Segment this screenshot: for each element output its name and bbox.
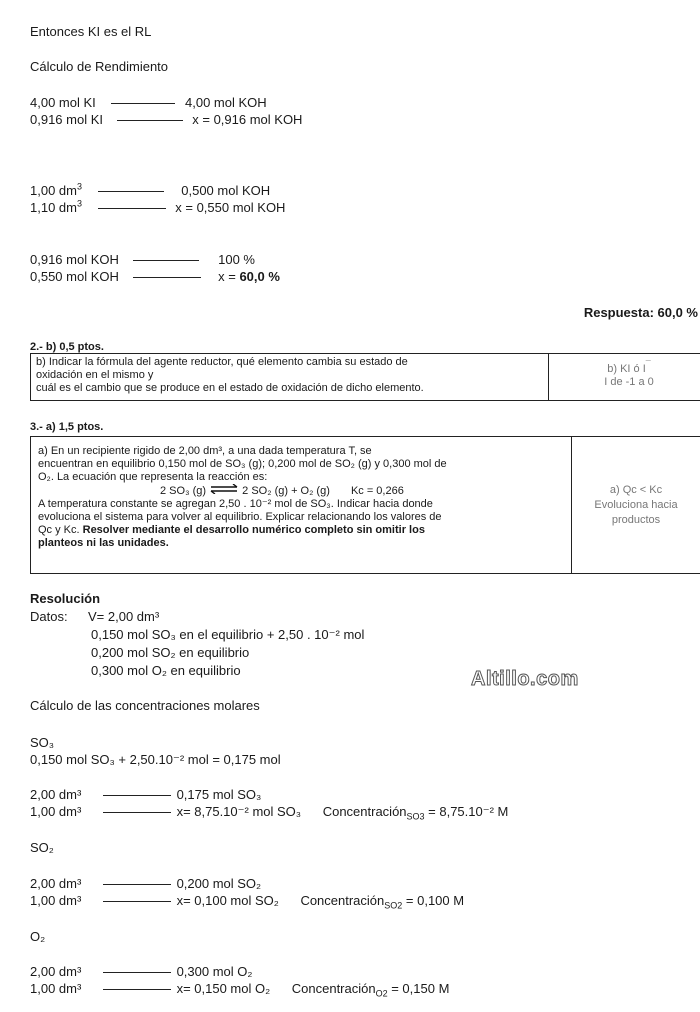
yield-row-2-left: 0,550 mol KOH [30, 269, 119, 284]
so3-conc-label: Concentración [322, 804, 407, 819]
yield-row-2-prefix: x = [218, 269, 240, 284]
o2-row-1-right: 0,300 mol O₂ [176, 964, 253, 979]
so2-row-1-right: 0,200 mol SO₂ [176, 876, 262, 891]
so2-conc-value: = 0,100 M [402, 893, 465, 908]
q3-answer-3: productos [611, 514, 661, 526]
q2-line: cuál es el cambio que se produce en el estado de oxidación de dicho elemento. [36, 382, 424, 394]
q2-line: oxidación en el mismo y [36, 369, 154, 381]
q3-line-plain: Qc y Kc. [38, 524, 83, 536]
q3-header: 3.- a) 1,5 ptos. [30, 421, 104, 433]
q3-line: A temperatura constante se agregan 2,50 . 10⁻² mol de SO₃. Indicar hacia donde [38, 498, 433, 510]
so3-row-2-left: 1,00 dm³ [30, 804, 82, 819]
q2-line: b) Indicar la fórmula del agente reductor, qué elemento cambia su estado de [36, 356, 408, 368]
eq-right: 2 SO₂ (g) + O₂ (g) [242, 484, 330, 497]
so3-conc-sub: SO3 [406, 811, 425, 822]
so2-row-2-right: x= 0,100 mol SO₂ [176, 893, 279, 908]
respuesta: Respuesta: 60,0 % [583, 305, 698, 320]
proportion-line [111, 103, 175, 104]
q3-answer-2: Evoluciona hacia [594, 499, 678, 511]
q2-text [36, 356, 546, 395]
q3-equation [38, 484, 568, 498]
q2-header: 2.- b) 0,5 ptos. [30, 341, 104, 353]
exponent: 3 [76, 198, 82, 209]
q3-answer [573, 483, 699, 528]
so2-conc-label: Concentración [300, 893, 385, 908]
vol-row-2 [30, 200, 285, 215]
proportion-line [103, 989, 171, 990]
datos-label: Datos: [30, 609, 68, 624]
yield-row-1-right: 100 % [218, 252, 255, 267]
so3-conc-value: = 8,75.10⁻² M [424, 804, 509, 819]
so3-row-2 [30, 804, 509, 822]
yield-row-1-left: 0,916 mol KOH [30, 252, 119, 267]
proportion-line [103, 884, 171, 885]
o2-label: O₂ [30, 929, 46, 944]
so3-row-1-left: 2,00 dm³ [30, 787, 82, 802]
q3-line: encuentran en equilibrio 0,150 mol de SO₃ (g); 0,200 mol de SO₂ (g) y 0,300 mol de [38, 458, 447, 470]
vol-row-2-left: 1,10 dm [30, 200, 77, 215]
q3-line-bold: Resolver mediante el desarrollo numérico completo sin omitir los [82, 524, 425, 536]
rl-row-2-left: 0,916 mol KI [30, 112, 103, 127]
o2-conc-sub: O2 [375, 988, 388, 999]
q3-line-bold: planteos ni las unidades. [38, 537, 169, 549]
rendimiento-title: Cálculo de Rendimiento [30, 59, 169, 74]
q3-line: a) En un recipiente rigido de 2,00 dm³, a una dada temperatura T, se [38, 445, 372, 457]
datos-3: 0,300 mol O₂ en equilibrio [91, 663, 241, 678]
datos-1: 0,150 mol SO₃ en el equilibrio + 2,50 . 10⁻² mol [91, 627, 365, 642]
o2-conc-value: = 0,150 M [387, 981, 450, 996]
q3-divider [571, 437, 572, 573]
so2-row-1-left: 2,00 dm³ [30, 876, 82, 891]
equilibrium-arrow-icon [209, 484, 239, 498]
q2-answer-sup: ¯ [645, 359, 651, 370]
o2-row-2-right: x= 0,150 mol O₂ [176, 981, 271, 996]
proportion-line [103, 795, 171, 796]
so3-sum: 0,150 mol SO₃ + 2,50.10⁻² mol = 0,175 mol [30, 752, 281, 767]
q2-answer [549, 359, 700, 389]
proportion-line [103, 972, 171, 973]
vol-row-2-right: x = 0,550 mol KOH [175, 200, 286, 215]
proportion-line [103, 812, 171, 813]
q3-line: evoluciona el sistema para volver al equilibrio. Explicar relacionando los valores de [38, 511, 442, 523]
q2-answer-2: I de -1 a 0 [604, 376, 654, 388]
so3-row-2-right: x= 8,75.10⁻² mol SO₃ [176, 804, 302, 819]
so2-conc-sub: SO2 [384, 900, 403, 911]
o2-conc-label: Concentración [291, 981, 376, 996]
datos-2: 0,200 mol SO₂ en equilibrio [91, 645, 250, 660]
q3-line: O₂. La ecuación que representa la reacción es: [38, 471, 268, 483]
rl-row-1 [30, 95, 267, 110]
so2-row-1 [30, 876, 261, 891]
so2-row-2 [30, 893, 465, 911]
q2-answer-1: b) KI ó I [607, 363, 646, 375]
rl-row-2 [30, 112, 302, 127]
q3-box [30, 436, 700, 574]
vol-row-1 [30, 183, 270, 198]
exponent: 3 [76, 181, 82, 192]
q3-text [38, 445, 568, 550]
rl-row-1-left: 4,00 mol KI [30, 95, 96, 110]
so3-row-1-right: 0,175 mol SO₃ [176, 787, 262, 802]
resolucion-title: Resolución [30, 591, 101, 606]
o2-row-1 [30, 964, 252, 979]
q3-answer-1: a) Qc < Kc [609, 484, 663, 496]
vol-row-1-left: 1,00 dm [30, 183, 77, 198]
o2-row-2-left: 1,00 dm³ [30, 981, 82, 996]
eq-left: 2 SO₃ (g) [160, 484, 207, 497]
proportion-line [98, 191, 164, 192]
o2-row-2 [30, 981, 450, 999]
so3-label: SO₃ [30, 735, 55, 750]
watermark-logo: Altillo.com [471, 668, 579, 690]
conclusion-text: Entonces KI es el RL [30, 24, 152, 39]
yield-row-1 [30, 252, 255, 267]
proportion-line [133, 277, 201, 278]
so2-label: SO₂ [30, 840, 54, 855]
o2-row-1-left: 2,00 dm³ [30, 964, 82, 979]
vol-row-1-right: 0,500 mol KOH [181, 183, 271, 198]
q2-box [30, 353, 700, 401]
eq-kc: Kc = 0,266 [350, 484, 404, 497]
yield-result: 60,0 % [239, 269, 280, 284]
so2-row-2-left: 1,00 dm³ [30, 893, 82, 908]
conc-title: Cálculo de las concentraciones molares [30, 698, 260, 713]
datos-volume: V= 2,00 dm³ [88, 609, 160, 624]
rl-row-2-right: x = 0,916 mol KOH [192, 112, 303, 127]
proportion-line [98, 208, 166, 209]
proportion-line [103, 901, 171, 902]
proportion-line [133, 260, 199, 261]
rl-row-1-right: 4,00 mol KOH [185, 95, 267, 110]
yield-row-2 [30, 269, 280, 284]
proportion-line [117, 120, 183, 121]
so3-row-1 [30, 787, 261, 802]
